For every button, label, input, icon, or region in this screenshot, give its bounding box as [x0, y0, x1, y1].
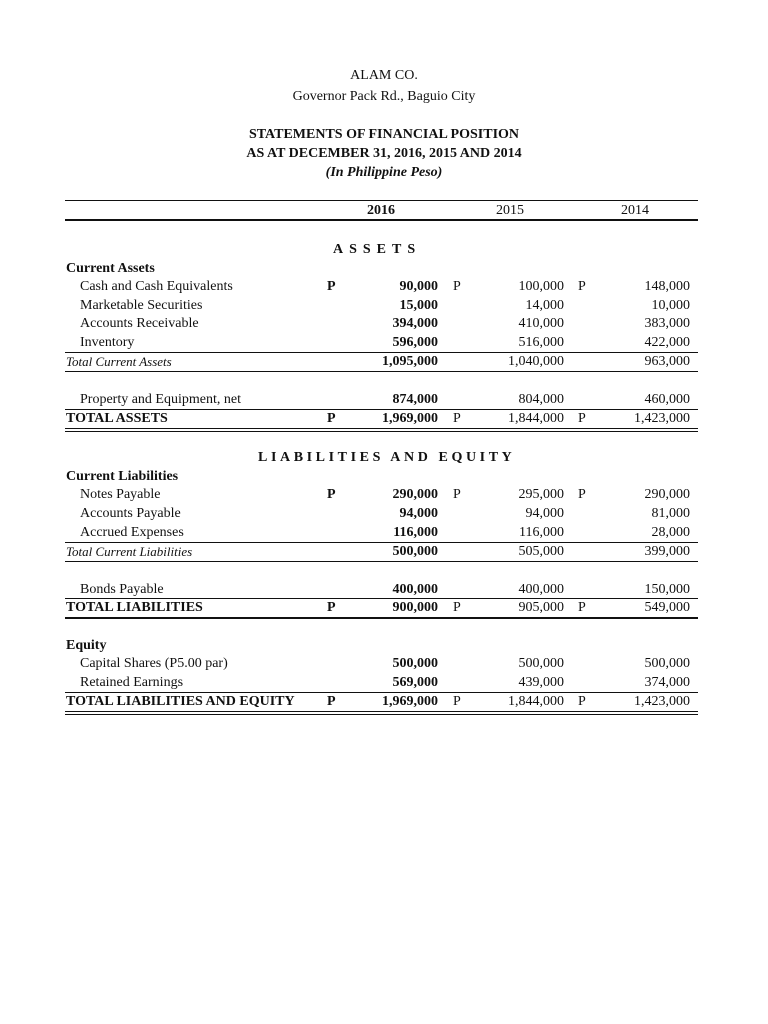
value-2016: 874,000	[392, 392, 438, 407]
currency-symbol: P	[578, 279, 586, 294]
row-label: Accounts Payable	[80, 506, 181, 521]
value-2014: 290,000	[644, 487, 690, 502]
current-liabilities-heading: Current Liabilities	[66, 469, 179, 484]
value-2015: 500,000	[518, 656, 564, 671]
value-2014: 28,000	[651, 525, 690, 540]
value-2016: 596,000	[392, 335, 438, 350]
total-liabilities-equity-label: TOTAL LIABILITIES AND EQUITY	[66, 694, 295, 709]
double-rule	[65, 711, 698, 715]
row-label: Marketable Securities	[80, 298, 203, 313]
currency-symbol: P	[578, 487, 586, 502]
liabilities-equity-heading: LIABILITIES AND EQUITY	[258, 450, 516, 465]
value-2015: 905,000	[518, 600, 564, 615]
value-2014: 148,000	[644, 279, 690, 294]
currency-symbol: P	[453, 279, 461, 294]
value-2016: 394,000	[392, 316, 438, 331]
value-2014: 150,000	[644, 582, 690, 597]
company-name: ALAM CO.	[350, 68, 418, 83]
value-2016: 569,000	[392, 675, 438, 690]
value-2016: 900,000	[392, 600, 438, 615]
value-2015: 439,000	[518, 675, 564, 690]
value-2015: 400,000	[518, 582, 564, 597]
total-current-liabilities-label: Total Current Liabilities	[66, 544, 193, 559]
row-label: Notes Payable	[80, 487, 161, 502]
value-2015: 516,000	[518, 335, 564, 350]
currency-symbol: P	[578, 600, 586, 615]
header-bottom-rule	[65, 219, 698, 221]
currency-symbol: P	[327, 279, 336, 294]
row-label: Capital Shares (P5.00 par)	[80, 656, 228, 671]
value-2015: 14,000	[525, 298, 564, 313]
value-2016: 116,000	[393, 525, 438, 540]
column-2014: 2014	[621, 203, 649, 218]
value-2016: 1,969,000	[382, 694, 438, 709]
statement-subtitle: AS AT DECEMBER 31, 2016, 2015 AND 2014	[246, 146, 522, 161]
value-2015: 1,844,000	[508, 694, 564, 709]
value-2015: 410,000	[518, 316, 564, 331]
currency-note: (In Philippine Peso)	[325, 165, 443, 180]
total-rule	[65, 617, 698, 619]
row-label: Cash and Cash Equivalents	[80, 279, 233, 294]
value-2016: 90,000	[399, 279, 438, 294]
value-2014: 383,000	[644, 316, 690, 331]
value-2016: 400,000	[392, 582, 438, 597]
value-2015: 295,000	[518, 487, 564, 502]
row-label: Accrued Expenses	[80, 525, 184, 540]
value-2014: 422,000	[644, 335, 690, 350]
column-2015: 2015	[496, 203, 524, 218]
row-label: Bonds Payable	[80, 582, 164, 597]
value-2014: 10,000	[651, 298, 690, 313]
value-2014: 460,000	[644, 392, 690, 407]
total-rule	[65, 561, 698, 562]
value-2016: 15,000	[399, 298, 438, 313]
value-2014: 1,423,000	[634, 694, 690, 709]
value-2015: 1,844,000	[508, 411, 564, 426]
value-2015: 94,000	[525, 506, 564, 521]
value-2016: 1,095,000	[382, 354, 438, 369]
value-2015: 116,000	[519, 525, 564, 540]
value-2016: 94,000	[399, 506, 438, 521]
value-2015: 804,000	[518, 392, 564, 407]
value-2014: 500,000	[644, 656, 690, 671]
row-label: Property and Equipment, net	[80, 392, 241, 407]
company-address: Governor Pack Rd., Baguio City	[292, 89, 476, 104]
column-2016: 2016	[367, 203, 395, 218]
assets-heading: ASSETS	[333, 242, 422, 257]
currency-symbol: P	[327, 600, 336, 615]
currency-symbol: P	[453, 487, 461, 502]
currency-symbol: P	[327, 411, 336, 426]
currency-symbol: P	[327, 694, 336, 709]
currency-symbol: P	[327, 487, 336, 502]
statement-title: STATEMENTS OF FINANCIAL POSITION	[248, 127, 520, 142]
equity-heading: Equity	[66, 638, 107, 653]
currency-symbol: P	[578, 694, 586, 709]
currency-symbol: P	[453, 600, 461, 615]
total-assets-label: TOTAL ASSETS	[66, 411, 168, 426]
value-2014: 399,000	[644, 544, 690, 559]
double-rule	[65, 428, 698, 432]
row-label: Retained Earnings	[80, 675, 184, 690]
current-assets-heading: Current Assets	[66, 261, 155, 276]
total-liabilities-label: TOTAL LIABILITIES	[66, 600, 203, 615]
value-2016: 500,000	[392, 656, 438, 671]
total-current-assets-label: Total Current Assets	[66, 354, 172, 369]
value-2014: 963,000	[644, 354, 690, 369]
value-2015: 100,000	[518, 279, 564, 294]
value-2014: 374,000	[644, 675, 690, 690]
value-2014: 1,423,000	[634, 411, 690, 426]
value-2014: 549,000	[644, 600, 690, 615]
value-2016: 290,000	[392, 487, 438, 502]
value-2016: 1,969,000	[382, 411, 438, 426]
value-2015: 1,040,000	[508, 354, 564, 369]
row-label: Inventory	[80, 335, 135, 350]
row-label: Accounts Receivable	[80, 316, 199, 331]
total-rule	[65, 371, 698, 372]
currency-symbol: P	[578, 411, 586, 426]
currency-symbol: P	[453, 694, 461, 709]
currency-symbol: P	[453, 411, 461, 426]
value-2014: 81,000	[651, 506, 690, 521]
value-2015: 505,000	[518, 544, 564, 559]
value-2016: 500,000	[392, 544, 438, 559]
